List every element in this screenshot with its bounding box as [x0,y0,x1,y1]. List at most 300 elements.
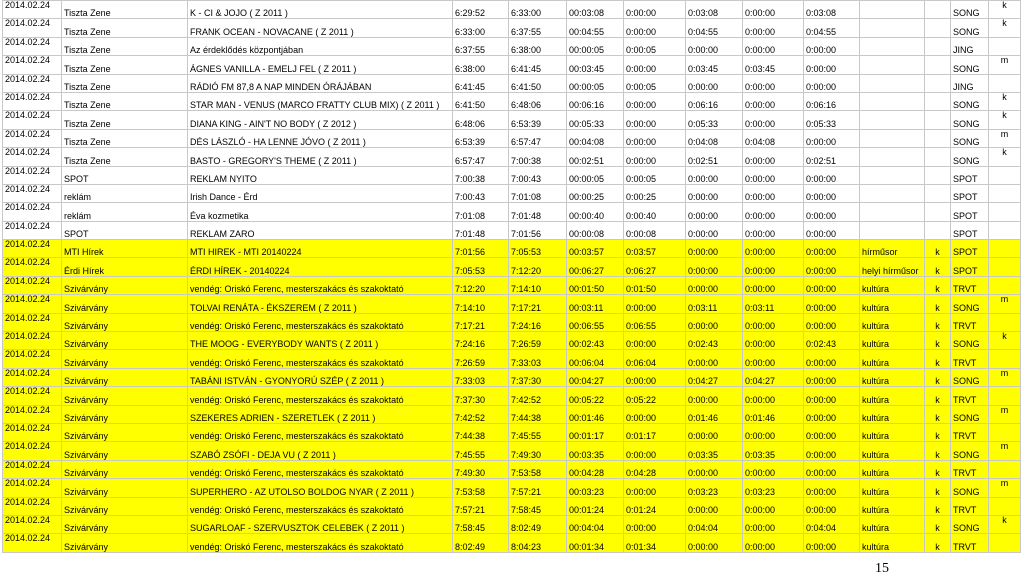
type-cell: SONG [951,111,989,129]
flag-cell [925,1,951,19]
table-row [3,276,1021,294]
genre-cell [860,203,925,221]
flag-cell: k [925,423,951,441]
hungarian-music-cell: 0:03:11 [743,295,804,313]
table-row [3,184,1021,202]
origin-cell [989,313,1021,331]
origin-cell [989,184,1021,202]
end-time-cell: 6:37:55 [509,19,567,37]
foreign-music-cell: 0:03:08 [804,1,860,19]
hungarian-music-cell: 0:00:00 [743,166,804,184]
origin-cell [989,387,1021,405]
hungarian-music-cell: 0:00:00 [743,240,804,258]
genre-cell: kultúra [860,479,925,497]
foreign-music-cell: 0:00:00 [804,350,860,368]
music-duration-cell: 0:02:43 [686,332,743,350]
table-row [3,111,1021,129]
origin-cell: k [989,19,1021,37]
type-cell: TRVT [951,350,989,368]
origin-cell [989,74,1021,92]
music-duration-cell: 0:03:23 [686,479,743,497]
date-cell: 2014.02.24 [3,442,62,460]
program-cell: Érdi Hírek [62,258,188,276]
program-cell: Szivárvány [62,332,188,350]
hungarian-music-cell: 0:04:27 [743,368,804,386]
foreign-music-cell: 0:02:43 [804,332,860,350]
date-cell: 2014.02.24 [3,129,62,147]
music-duration-cell: 0:00:00 [686,534,743,552]
table-row [3,534,1021,552]
foreign-music-cell: 0:00:00 [804,129,860,147]
duration-cell: 00:00:08 [567,221,624,239]
genre-cell: kultúra [860,276,925,294]
music-duration-cell: 0:00:00 [686,497,743,515]
speech-duration-cell: 0:00:00 [624,19,686,37]
start-time-cell: 7:37:30 [453,387,509,405]
music-duration-cell: 0:00:00 [686,460,743,478]
type-cell: TRVT [951,460,989,478]
music-duration-cell: 0:00:00 [686,37,743,55]
duration-cell: 00:06:04 [567,350,624,368]
program-cell: Szivárvány [62,276,188,294]
end-time-cell: 7:53:58 [509,460,567,478]
speech-duration-cell: 0:00:05 [624,37,686,55]
music-duration-cell: 0:00:00 [686,221,743,239]
speech-duration-cell: 0:06:55 [624,313,686,331]
start-time-cell: 6:41:45 [453,74,509,92]
music-duration-cell: 0:00:00 [686,387,743,405]
music-duration-cell: 0:03:08 [686,1,743,19]
origin-cell: k [989,111,1021,129]
music-duration-cell: 0:00:00 [686,258,743,276]
type-cell: TRVT [951,276,989,294]
duration-cell: 00:00:05 [567,74,624,92]
program-cell: Tiszta Zene [62,56,188,74]
duration-cell: 00:01:50 [567,276,624,294]
hungarian-music-cell: 0:00:00 [743,19,804,37]
hungarian-music-cell: 0:00:00 [743,203,804,221]
start-time-cell: 7:57:21 [453,497,509,515]
foreign-music-cell: 0:05:33 [804,111,860,129]
speech-duration-cell: 0:00:00 [624,92,686,110]
title-cell: vendég: Oriskó Ferenc, mesterszakács és szakoktató [188,276,453,294]
music-duration-cell: 0:04:04 [686,515,743,533]
end-time-cell: 7:58:45 [509,497,567,515]
table-row [3,19,1021,37]
origin-cell: k [989,148,1021,166]
program-cell: reklám [62,203,188,221]
hungarian-music-cell: 0:00:00 [743,74,804,92]
end-time-cell: 6:33:00 [509,1,567,19]
date-cell: 2014.02.24 [3,111,62,129]
foreign-music-cell: 0:00:00 [804,313,860,331]
start-time-cell: 7:26:59 [453,350,509,368]
origin-cell: m [989,129,1021,147]
music-duration-cell: 0:03:35 [686,442,743,460]
duration-cell: 00:00:05 [567,37,624,55]
genre-cell [860,19,925,37]
program-cell: Tiszta Zene [62,37,188,55]
title-cell: Irish Dance - Érd [188,184,453,202]
hungarian-music-cell: 0:00:00 [743,92,804,110]
origin-cell [989,166,1021,184]
start-time-cell: 6:53:39 [453,129,509,147]
program-cell: Tiszta Zene [62,1,188,19]
title-cell: DÉS LÁSZLÓ - HA LENNE JÓVO ( Z 2011 ) [188,129,453,147]
genre-cell: kultúra [860,460,925,478]
type-cell: SONG [951,479,989,497]
foreign-music-cell: 0:00:00 [804,56,860,74]
origin-cell [989,240,1021,258]
duration-cell: 00:06:16 [567,92,624,110]
flag-cell: k [925,313,951,331]
end-time-cell: 6:38:00 [509,37,567,55]
duration-cell: 00:01:17 [567,423,624,441]
type-cell: SPOT [951,258,989,276]
hungarian-music-cell: 0:00:00 [743,350,804,368]
flag-cell: k [925,350,951,368]
music-duration-cell: 0:04:55 [686,19,743,37]
flag-cell: k [925,405,951,423]
end-time-cell: 6:57:47 [509,129,567,147]
type-cell: SONG [951,368,989,386]
speech-duration-cell: 0:00:00 [624,479,686,497]
foreign-music-cell: 0:00:00 [804,166,860,184]
page-number: 15 [875,561,889,576]
title-cell: REKLAM NYITO [188,166,453,184]
end-time-cell: 7:01:08 [509,184,567,202]
hungarian-music-cell: 0:00:00 [743,534,804,552]
table-row [3,423,1021,441]
title-cell: BASTO - GREGORY'S THEME ( Z 2011 ) [188,148,453,166]
flag-cell [925,184,951,202]
genre-cell [860,129,925,147]
table-row [3,497,1021,515]
start-time-cell: 6:48:06 [453,111,509,129]
duration-cell: 00:04:28 [567,460,624,478]
date-cell: 2014.02.24 [3,405,62,423]
hungarian-music-cell: 0:00:00 [743,332,804,350]
date-cell: 2014.02.24 [3,387,62,405]
type-cell: SPOT [951,240,989,258]
type-cell: SPOT [951,203,989,221]
table-row [3,460,1021,478]
start-time-cell: 7:01:08 [453,203,509,221]
hungarian-music-cell: 0:03:45 [743,56,804,74]
foreign-music-cell: 0:04:55 [804,19,860,37]
table-row [3,387,1021,405]
end-time-cell: 7:26:59 [509,332,567,350]
speech-duration-cell: 0:01:24 [624,497,686,515]
end-time-cell: 7:45:55 [509,423,567,441]
table-row [3,74,1021,92]
foreign-music-cell: 0:00:00 [804,534,860,552]
hungarian-music-cell: 0:00:00 [743,221,804,239]
date-cell: 2014.02.24 [3,166,62,184]
hungarian-music-cell: 0:03:23 [743,479,804,497]
duration-cell: 00:01:34 [567,534,624,552]
foreign-music-cell: 0:00:00 [804,368,860,386]
flag-cell [925,203,951,221]
table-row [3,368,1021,386]
program-cell: Szivárvány [62,405,188,423]
start-time-cell: 7:49:30 [453,460,509,478]
flag-cell [925,111,951,129]
table-row [3,148,1021,166]
program-cell: Szivárvány [62,479,188,497]
music-duration-cell: 0:00:00 [686,166,743,184]
duration-cell: 00:01:24 [567,497,624,515]
foreign-music-cell: 0:00:00 [804,442,860,460]
genre-cell: helyi hírműsor [860,258,925,276]
date-cell: 2014.02.24 [3,332,62,350]
program-cell: Szivárvány [62,313,188,331]
speech-duration-cell: 0:00:00 [624,332,686,350]
speech-duration-cell: 0:06:27 [624,258,686,276]
start-time-cell: 7:05:53 [453,258,509,276]
foreign-music-cell: 0:00:00 [804,387,860,405]
end-time-cell: 6:41:45 [509,56,567,74]
title-cell: Az érdeklődés központjában [188,37,453,55]
music-duration-cell: 0:00:00 [686,423,743,441]
type-cell: JING [951,74,989,92]
flag-cell: k [925,295,951,313]
origin-cell [989,350,1021,368]
music-duration-cell: 0:00:00 [686,276,743,294]
type-cell: SONG [951,56,989,74]
start-time-cell: 6:37:55 [453,37,509,55]
origin-cell: m [989,56,1021,74]
title-cell: vendég: Oriskó Ferenc, mesterszakács és szakoktató [188,313,453,331]
title-cell: REKLAM ZARO [188,221,453,239]
flag-cell [925,37,951,55]
duration-cell: 00:00:05 [567,166,624,184]
speech-duration-cell: 0:00:00 [624,295,686,313]
genre-cell: kultúra [860,497,925,515]
flag-cell: k [925,332,951,350]
foreign-music-cell: 0:00:00 [804,423,860,441]
duration-cell: 00:02:43 [567,332,624,350]
genre-cell: kultúra [860,368,925,386]
speech-duration-cell: 0:06:04 [624,350,686,368]
speech-duration-cell: 0:01:50 [624,276,686,294]
music-duration-cell: 0:00:00 [686,350,743,368]
music-duration-cell: 0:05:33 [686,111,743,129]
genre-cell: kultúra [860,313,925,331]
origin-cell [989,497,1021,515]
program-cell: Szivárvány [62,460,188,478]
end-time-cell: 7:01:56 [509,221,567,239]
table-row [3,313,1021,331]
genre-cell [860,74,925,92]
origin-cell: m [989,442,1021,460]
genre-cell: kultúra [860,423,925,441]
broadcast-log-table [2,0,1021,553]
date-cell: 2014.02.24 [3,497,62,515]
type-cell: TRVT [951,534,989,552]
date-cell: 2014.02.24 [3,258,62,276]
foreign-music-cell: 0:00:00 [804,479,860,497]
music-duration-cell: 0:04:08 [686,129,743,147]
duration-cell: 00:00:40 [567,203,624,221]
genre-cell: kultúra [860,332,925,350]
date-cell: 2014.02.24 [3,276,62,294]
speech-duration-cell: 0:00:00 [624,111,686,129]
speech-duration-cell: 0:00:00 [624,56,686,74]
genre-cell [860,221,925,239]
flag-cell: k [925,258,951,276]
origin-cell: m [989,479,1021,497]
end-time-cell: 7:37:30 [509,368,567,386]
title-cell: RÁDIÓ FM 87,8 A NAP MINDEN ÓRÁJÁBAN [188,74,453,92]
date-cell: 2014.02.24 [3,184,62,202]
start-time-cell: 6:41:50 [453,92,509,110]
type-cell: SPOT [951,221,989,239]
type-cell: SONG [951,442,989,460]
program-cell: SPOT [62,221,188,239]
end-time-cell: 7:57:21 [509,479,567,497]
foreign-music-cell: 0:00:00 [804,203,860,221]
type-cell: SONG [951,405,989,423]
type-cell: JING [951,37,989,55]
speech-duration-cell: 0:01:34 [624,534,686,552]
program-cell: Tiszta Zene [62,74,188,92]
genre-cell [860,148,925,166]
start-time-cell: 6:33:00 [453,19,509,37]
table-row [3,405,1021,423]
duration-cell: 00:05:22 [567,387,624,405]
genre-cell [860,166,925,184]
hungarian-music-cell: 0:00:00 [743,313,804,331]
title-cell: vendég: Oriskó Ferenc, mesterszakács és szakoktató [188,460,453,478]
title-cell: ÉRDI HÍREK - 20140224 [188,258,453,276]
genre-cell: kultúra [860,387,925,405]
start-time-cell: 7:44:38 [453,423,509,441]
flag-cell [925,19,951,37]
start-time-cell: 7:14:10 [453,295,509,313]
end-time-cell: 7:14:10 [509,276,567,294]
end-time-cell: 7:24:16 [509,313,567,331]
foreign-music-cell: 0:00:00 [804,405,860,423]
speech-duration-cell: 0:00:40 [624,203,686,221]
type-cell: TRVT [951,497,989,515]
music-duration-cell: 0:01:46 [686,405,743,423]
duration-cell: 00:04:04 [567,515,624,533]
title-cell: SUGARLOAF - SZERVUSZTOK CELEBEK ( Z 2011 ) [188,515,453,533]
date-cell: 2014.02.24 [3,350,62,368]
type-cell: SONG [951,148,989,166]
date-cell: 2014.02.24 [3,19,62,37]
table-row [3,92,1021,110]
flag-cell: k [925,460,951,478]
genre-cell: kultúra [860,534,925,552]
hungarian-music-cell: 0:00:00 [743,387,804,405]
program-cell: MTI Hírek [62,240,188,258]
end-time-cell: 7:42:52 [509,387,567,405]
date-cell: 2014.02.24 [3,515,62,533]
duration-cell: 00:01:46 [567,405,624,423]
log-rows [3,1,1021,553]
origin-cell: k [989,332,1021,350]
foreign-music-cell: 0:00:00 [804,276,860,294]
start-time-cell: 7:53:58 [453,479,509,497]
duration-cell: 00:03:57 [567,240,624,258]
program-cell: Tiszta Zene [62,92,188,110]
type-cell: SONG [951,1,989,19]
title-cell: vendég: Oriskó Ferenc, mesterszakács és szakoktató [188,534,453,552]
program-cell: Szivárvány [62,387,188,405]
table-row [3,332,1021,350]
flag-cell [925,92,951,110]
flag-cell: k [925,497,951,515]
flag-cell [925,56,951,74]
start-time-cell: 7:12:20 [453,276,509,294]
program-cell: Szivárvány [62,368,188,386]
table-row [3,37,1021,55]
speech-duration-cell: 0:00:00 [624,368,686,386]
start-time-cell: 6:57:47 [453,148,509,166]
flag-cell: k [925,387,951,405]
end-time-cell: 7:49:30 [509,442,567,460]
flag-cell: k [925,368,951,386]
title-cell: vendég: Oriskó Ferenc, mesterszakács és szakoktató [188,387,453,405]
foreign-music-cell: 0:06:16 [804,92,860,110]
start-time-cell: 7:00:43 [453,184,509,202]
hungarian-music-cell: 0:00:00 [743,111,804,129]
duration-cell: 00:02:51 [567,148,624,166]
foreign-music-cell: 0:00:00 [804,460,860,478]
duration-cell: 00:03:08 [567,1,624,19]
foreign-music-cell: 0:00:00 [804,258,860,276]
hungarian-music-cell: 0:01:46 [743,405,804,423]
title-cell: ÁGNES VANILLA - EMELJ FEL ( Z 2011 ) [188,56,453,74]
speech-duration-cell: 0:00:25 [624,184,686,202]
hungarian-music-cell: 0:00:00 [743,460,804,478]
end-time-cell: 6:48:06 [509,92,567,110]
duration-cell: 00:03:35 [567,442,624,460]
foreign-music-cell: 0:00:00 [804,240,860,258]
program-cell: Szivárvány [62,442,188,460]
flag-cell [925,74,951,92]
program-cell: Szivárvány [62,534,188,552]
end-time-cell: 7:00:38 [509,148,567,166]
title-cell: THE MOOG - EVERYBODY WANTS ( Z 2011 ) [188,332,453,350]
title-cell: DIANA KING - AIN'T NO BODY ( Z 2012 ) [188,111,453,129]
table-row [3,295,1021,313]
program-cell: Tiszta Zene [62,129,188,147]
speech-duration-cell: 0:00:00 [624,148,686,166]
date-cell: 2014.02.24 [3,460,62,478]
date-cell: 2014.02.24 [3,74,62,92]
start-time-cell: 7:45:55 [453,442,509,460]
start-time-cell: 7:24:16 [453,332,509,350]
end-time-cell: 7:17:21 [509,295,567,313]
type-cell: SPOT [951,166,989,184]
duration-cell: 00:04:08 [567,129,624,147]
date-cell: 2014.02.24 [3,240,62,258]
duration-cell: 00:03:23 [567,479,624,497]
foreign-music-cell: 0:00:00 [804,295,860,313]
table-row [3,129,1021,147]
date-cell: 2014.02.24 [3,479,62,497]
origin-cell [989,37,1021,55]
type-cell: SONG [951,295,989,313]
hungarian-music-cell: 0:00:00 [743,148,804,166]
table-row [3,515,1021,533]
title-cell: SZABÓ ZSÓFI - DEJA VU ( Z 2011 ) [188,442,453,460]
speech-duration-cell: 0:00:00 [624,129,686,147]
origin-cell [989,423,1021,441]
